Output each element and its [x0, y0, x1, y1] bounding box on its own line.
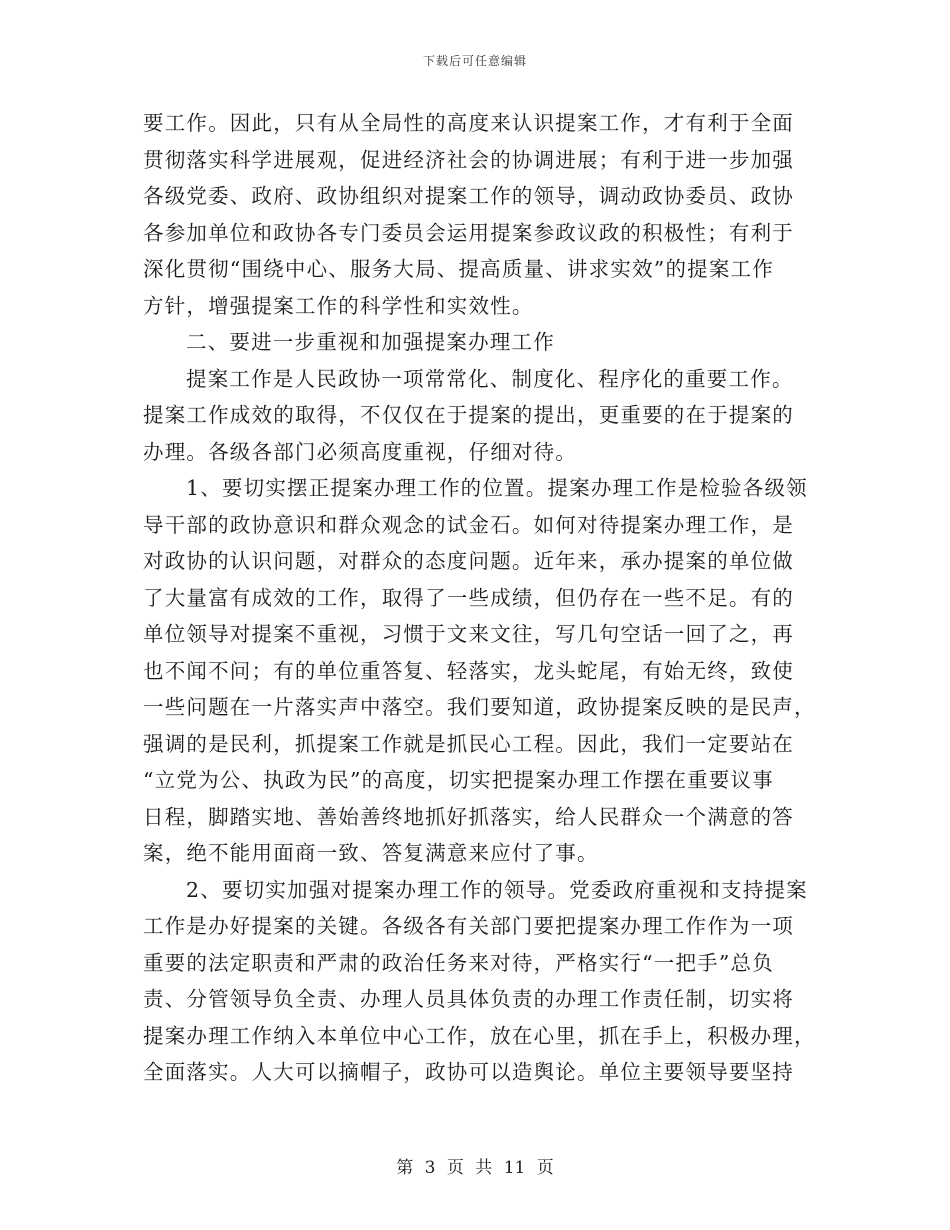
text-line: 案，绝不能用面商一致、答复满意来应付了事。	[143, 841, 599, 865]
text-line: 单位领导对提案不重视，习惯于文来文往，写几句空话一回了之，再	[143, 622, 794, 646]
document-body	[143, 105, 816, 1091]
page-header: 下载后可任意编辑	[422, 54, 527, 68]
text-line: 提案工作是人民政协一项常常化、制度化、程序化的重要工作。	[186, 366, 794, 391]
text-line: 全面落实。人大可以摘帽子，政协可以造舆论。单位主要领导要坚持	[143, 1060, 794, 1084]
text-line: 贯彻落实科学进展观，促进经济社会的协调进展；有利于进一步加强	[143, 147, 794, 172]
text-line: 二、要进一步重视和加强提案办理工作	[186, 330, 555, 354]
text-line: 提案办理工作纳入本单位中心工作，放在心里，抓在手上，积极办理，	[143, 1023, 816, 1048]
text-line: 工作是办好提案的关键。各级各有关部门要把提案办理工作作为一项	[143, 914, 794, 938]
text-line: 方针，增强提案工作的科学性和实效性。	[143, 293, 534, 318]
text-line: 1、要切实摆正提案办理工作的位置。提案办理工作是检验各级领	[186, 476, 808, 500]
text-line: 各参加单位和政协各专门委员会运用提案参政议政的积极性；有利于	[143, 220, 794, 245]
text-line: 要工作。因此，只有从全局性的高度来认识提案工作，才有利于全面	[143, 111, 794, 135]
text-line: 深化贯彻“围绕中心、服务大局、提高质量、讲求实效”的提案工作	[143, 257, 774, 281]
text-line: 对政协的认识问题，对群众的态度问题。近年来，承办提案的单位做	[143, 549, 794, 573]
paragraph	[143, 470, 816, 872]
text-line: “立党为公、执政为民”的高度，切实把提案办理工作摆在重要议事	[143, 768, 774, 792]
text-line: 一些问题在一片落实声中落空。我们要知道，政协提案反映的是民声，	[143, 695, 816, 719]
text-line: 强调的是民利，抓提案工作就是抓民心工程。因此，我们一定要站在	[143, 731, 794, 756]
page-footer: 第 3 页 共 11 页	[396, 1158, 554, 1178]
paragraph	[143, 361, 807, 471]
text-line: 了大量富有成效的工作，取得了一些成绩，但仍存在一些不足。有的	[143, 585, 794, 610]
text-line: 重要的法定职责和严肃的政治任务来对待，严格实行“一把手”总负	[143, 950, 774, 975]
text-line: 办理。各级各部门必须高度重视，仔细对待。	[143, 439, 577, 464]
text-line: 也不闻不问；有的单位重答复、轻落实，龙头蛇尾，有始无终，致使	[143, 658, 794, 683]
text-line: 提案工作成效的取得，不仅仅在于提案的提出，更重要的在于提案的	[143, 403, 794, 427]
text-line: 2、要切实加强对提案办理工作的领导。党委政府重视和支持提案	[186, 877, 808, 902]
section-heading	[143, 324, 807, 361]
text-line: 各级党委、政府、政协组织对提案工作的领导，调动政协委员、政协	[143, 184, 794, 208]
paragraph-continuation	[143, 105, 807, 324]
text-line: 责、分管领导负全责、办理人员具体负责的办理工作责任制，切实将	[143, 987, 794, 1011]
paragraph	[143, 872, 816, 1091]
text-line: 日程，脚踏实地、善始善终地抓好抓落实，给人民群众一个满意的答	[143, 804, 794, 829]
text-line: 导干部的政协意识和群众观念的试金石。如何对待提案办理工作，是	[143, 512, 794, 537]
